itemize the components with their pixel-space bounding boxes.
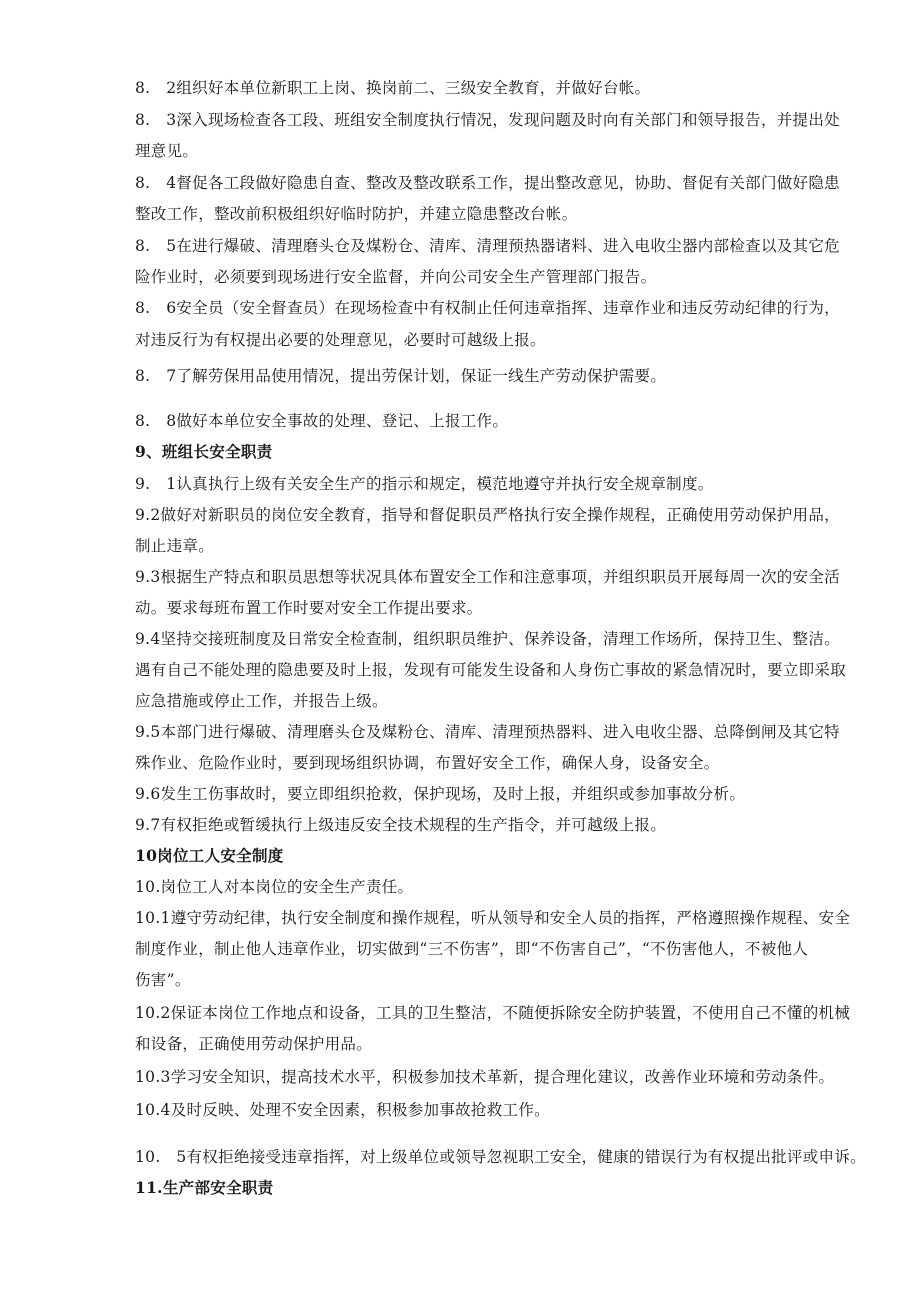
paragraph-line: 10.4及时反映、处理不安全因素，积极参加事故抢救工作。 bbox=[135, 1101, 550, 1119]
paragraph-line: 9.6发生工伤事故时，要立即组织抢救，保护现场，及时上报，并组织或参加事故分析。 bbox=[135, 785, 746, 803]
section-heading: 10岗位工人安全制度 bbox=[135, 846, 284, 865]
paragraph-line: 制止违章。 bbox=[135, 537, 215, 555]
paragraph-line: 8. 4督促各工段做好隐患自查、整改及整改联系工作，提出整改意见，协助、督促有关部门做好隐患 bbox=[135, 174, 840, 192]
paragraph-line: 殊作业、危险作业时，要到现场组织协调，布置好安全工作，确保人身，设备安全。 bbox=[135, 754, 720, 772]
paragraph-line: 8. 7了解劳保用品使用情况，提出劳保计划，保证一线生产劳动保护需要。 bbox=[135, 367, 667, 385]
paragraph-line: 10.3学习安全知识，提高技术水平，积极参加技术革新，提合理化建议，改善作业环境和劳动条件。 bbox=[135, 1068, 835, 1086]
paragraph-line: 9.7有权拒绝或暂缓执行上级违反安全技术规程的生产指令，并可越级上报。 bbox=[135, 816, 667, 834]
paragraph-line: 9.5本部门进行爆破、清理磨头仓及煤粉仓、清库、清理预热器料、进入电收尘器、总降倒闸及其它特 bbox=[135, 723, 840, 741]
paragraph-line: 9.3根据生产特点和职员思想等状况具体布置安全工作和注意事项，并组织职员开展每周一次的安全活 bbox=[135, 568, 840, 586]
paragraph-line: 应急措施或停止工作，并报告上级。 bbox=[135, 692, 388, 710]
paragraph-line: 10.2保证本岗位工作地点和设备，工具的卫生整洁，不随便拆除安全防护装置，不使用自己不懂的机械 bbox=[135, 1004, 851, 1022]
paragraph-line: 9.4坚持交接班制度及日常安全检查制，组织职员维护、保养设备，清理工作场所，保持卫生、整洁。 bbox=[135, 630, 840, 648]
paragraph-line: 10.1遵守劳动纪律，执行安全制度和操作规程，听从领导和安全人员的指挥，严格遵照操作规程、安全 bbox=[135, 909, 851, 927]
paragraph-line: 和设备，正确使用劳动保护用品。 bbox=[135, 1035, 373, 1053]
paragraph-line: 对违反行为有权提出必要的处理意见，必要时可越级上报。 bbox=[135, 331, 546, 349]
section-heading: 9、班组长安全职责 bbox=[135, 442, 273, 461]
section-heading: 11.生产部安全职责 bbox=[135, 1178, 274, 1197]
paragraph-line: 遇有自己不能处理的隐患要及时上报，发现有可能发生设备和人身伤亡事故的紧急情况时，要立即采取 bbox=[135, 661, 847, 679]
paragraph-line: 8. 6安全员（安全督查员）在现场检查中有权制止任何违章指挥、违章作业和违反劳动纪律的行为， bbox=[135, 299, 840, 317]
paragraph-line: 理意见。 bbox=[135, 142, 199, 160]
paragraph-line: 9. 1认真执行上级有关安全生产的指示和规定，模范地遵守并执行安全规章制度。 bbox=[135, 475, 714, 493]
paragraph-line: 动。要求每班布置工作时要对安全工作提出要求。 bbox=[135, 599, 483, 617]
paragraph-line: 8. 5在进行爆破、清理磨头仓及煤粉仓、清库、清理预热器诸料、进入电收尘器内部检查以及其它危 bbox=[135, 237, 840, 255]
paragraph-line: 10. 5有权拒绝接受违章指挥，对上级单位或领导忽视职工安全，健康的错误行为有权提出批评或申诉。 bbox=[135, 1148, 866, 1166]
paragraph-line: 8. 3深入现场检查各工段、班组安全制度执行情况，发现问题及时向有关部门和领导报告，并提出处 bbox=[135, 111, 840, 129]
paragraph-line: 8. 8做好本单位安全事故的处理、登记、上报工作。 bbox=[135, 412, 509, 430]
paragraph-line: 10.岗位工人对本岗位的安全生产责任。 bbox=[135, 878, 414, 896]
paragraph-line: 9.2做好对新职员的岗位安全教育，指导和督促职员严格执行安全操作规程，正确使用劳动保护用品， bbox=[135, 506, 840, 524]
paragraph-line: 险作业时，必须要到现场进行安全监督，并向公司安全生产管理部门报告。 bbox=[135, 268, 657, 286]
paragraph-line: 整改工作，整改前积极组织好临时防护，并建立隐患整改台帐。 bbox=[135, 205, 578, 223]
paragraph-line: 制度作业，制止他人违章作业，切实做到“三不伤害”，即“不伤害自己”，“不伤害他人，不被他人 bbox=[135, 940, 809, 958]
paragraph-line: 8. 2组织好本单位新职工上岗、换岗前二、三级安全教育，并做好台帐。 bbox=[135, 79, 651, 97]
paragraph-line: 伤害”。 bbox=[135, 971, 191, 989]
